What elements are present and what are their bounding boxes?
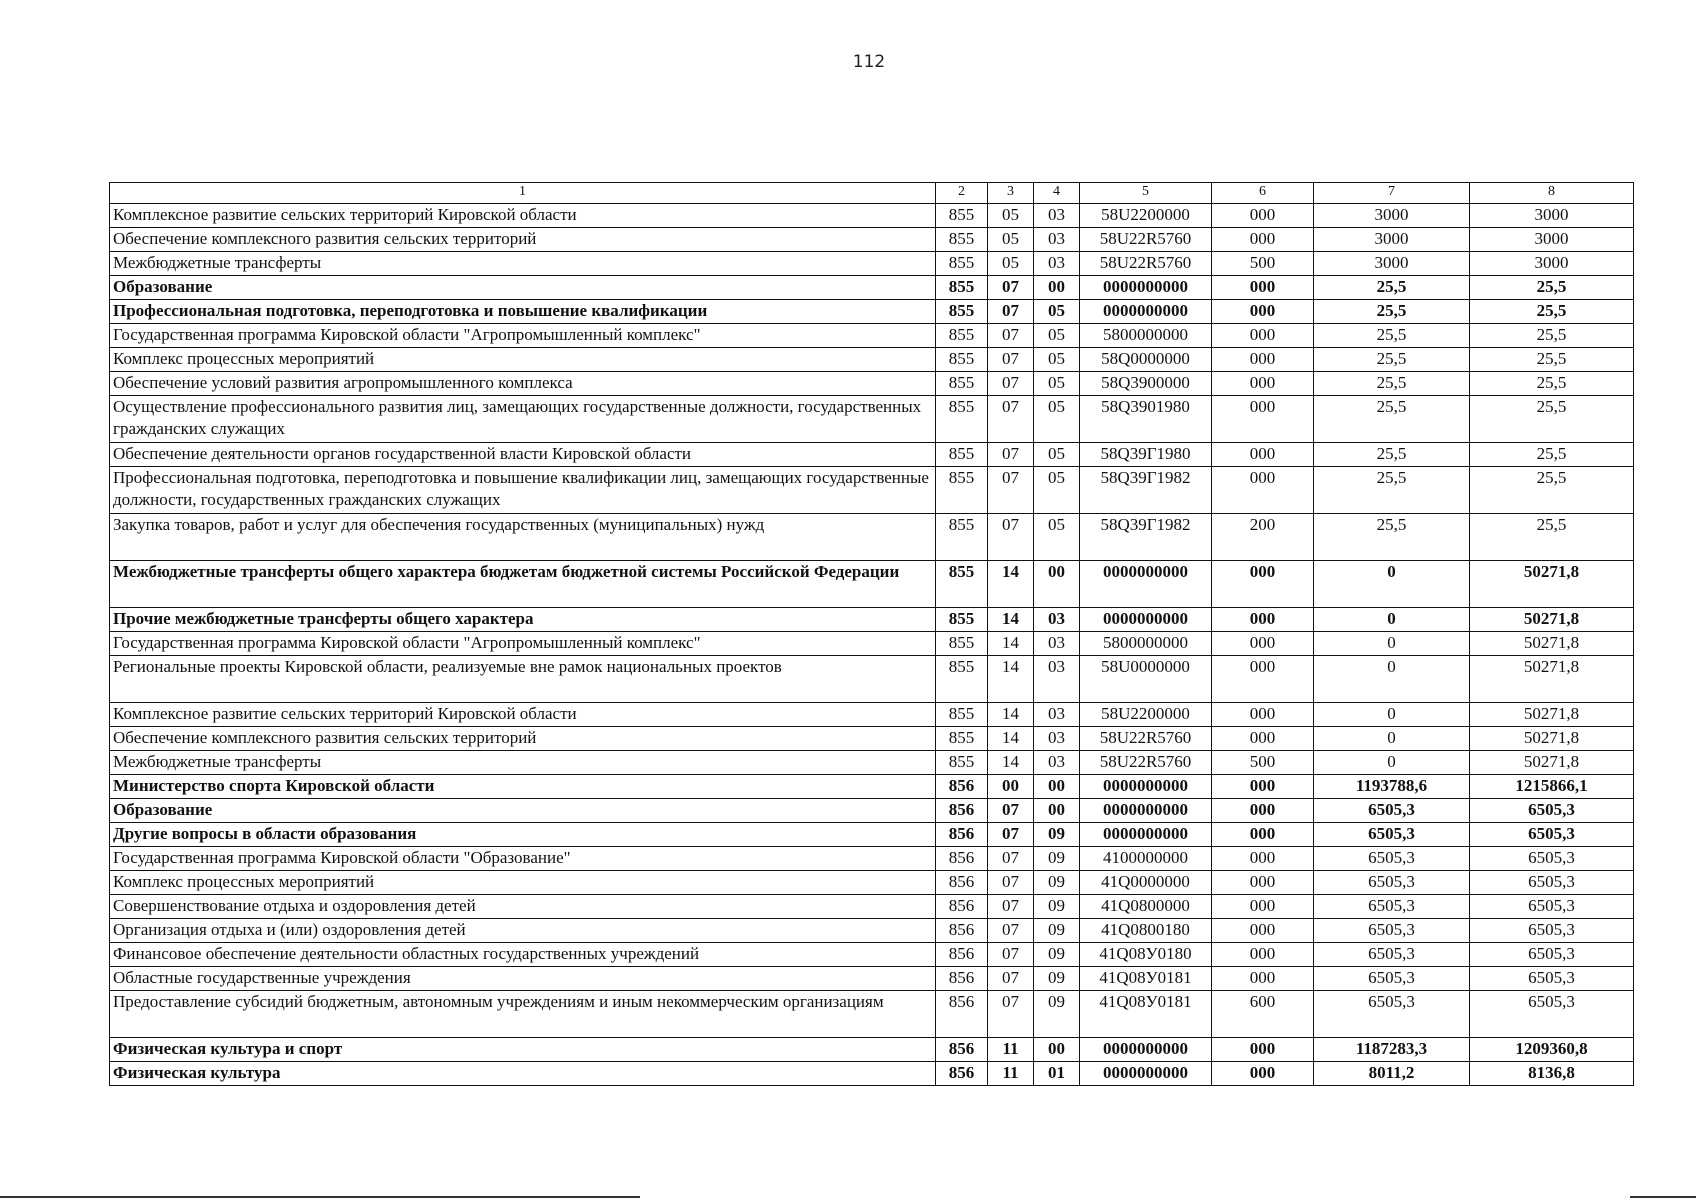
table-row xyxy=(110,228,1634,252)
row-value-cell: 25,5 xyxy=(1470,324,1634,348)
row-value-cell: 855 xyxy=(936,727,988,751)
row-value-cell: 000 xyxy=(1212,703,1314,727)
row-value-cell: 000 xyxy=(1212,967,1314,991)
row-value-cell: 000 xyxy=(1212,443,1314,467)
row-value-cell: 25,5 xyxy=(1314,467,1470,514)
row-value-cell: 856 xyxy=(936,871,988,895)
row-value-cell: 41Q08У0181 xyxy=(1080,991,1212,1038)
row-value-cell: 000 xyxy=(1212,372,1314,396)
table-row xyxy=(110,703,1634,727)
row-name-cell: Предоставление субсидий бюджетным, автономным учреждениям и иным некоммерческим организациям xyxy=(110,991,936,1038)
table-row xyxy=(110,895,1634,919)
row-value-cell: 500 xyxy=(1212,751,1314,775)
row-value-cell: 03 xyxy=(1034,632,1080,656)
row-value-cell: 25,5 xyxy=(1314,514,1470,561)
row-value-cell: 07 xyxy=(988,514,1034,561)
row-name-cell: Закупка товаров, работ и услуг для обеспечения государственных (муниципальных) нужд xyxy=(110,514,936,561)
row-value-cell: 855 xyxy=(936,703,988,727)
table-row xyxy=(110,991,1634,1038)
row-value-cell: 07 xyxy=(988,396,1034,443)
table-row xyxy=(110,751,1634,775)
row-name-cell: Совершенствование отдыха и оздоровления детей xyxy=(110,895,936,919)
row-value-cell: 000 xyxy=(1212,656,1314,703)
row-value-cell: 856 xyxy=(936,967,988,991)
row-value-cell: 05 xyxy=(1034,324,1080,348)
row-value-cell: 0000000000 xyxy=(1080,775,1212,799)
row-value-cell: 50271,8 xyxy=(1470,632,1634,656)
row-value-cell: 25,5 xyxy=(1314,372,1470,396)
row-value-cell: 41Q08У0181 xyxy=(1080,967,1212,991)
table-row xyxy=(110,823,1634,847)
row-value-cell: 58Q39Г1982 xyxy=(1080,514,1212,561)
row-value-cell: 0 xyxy=(1314,727,1470,751)
row-value-cell: 41Q0800000 xyxy=(1080,895,1212,919)
row-value-cell: 6505,3 xyxy=(1470,967,1634,991)
row-name-cell: Комплекс процессных мероприятий xyxy=(110,348,936,372)
row-value-cell: 07 xyxy=(988,991,1034,1038)
row-value-cell: 25,5 xyxy=(1314,396,1470,443)
table-row xyxy=(110,1038,1634,1062)
table-row xyxy=(110,656,1634,703)
row-value-cell: 58U22R5760 xyxy=(1080,228,1212,252)
row-value-cell: 07 xyxy=(988,276,1034,300)
row-value-cell: 58Q3900000 xyxy=(1080,372,1212,396)
row-value-cell: 00 xyxy=(1034,799,1080,823)
row-value-cell: 856 xyxy=(936,799,988,823)
row-value-cell: 25,5 xyxy=(1470,372,1634,396)
column-header: 8 xyxy=(1470,183,1634,204)
row-value-cell: 0000000000 xyxy=(1080,799,1212,823)
table-row xyxy=(110,1062,1634,1086)
row-value-cell: 58U22R5760 xyxy=(1080,727,1212,751)
row-value-cell: 50271,8 xyxy=(1470,656,1634,703)
column-header: 1 xyxy=(110,183,936,204)
row-value-cell: 07 xyxy=(988,967,1034,991)
row-value-cell: 000 xyxy=(1212,204,1314,228)
row-value-cell: 41Q08У0180 xyxy=(1080,943,1212,967)
row-value-cell: 000 xyxy=(1212,632,1314,656)
row-value-cell: 50271,8 xyxy=(1470,608,1634,632)
table-row xyxy=(110,324,1634,348)
row-value-cell: 03 xyxy=(1034,252,1080,276)
row-value-cell: 0000000000 xyxy=(1080,823,1212,847)
row-value-cell: 500 xyxy=(1212,252,1314,276)
row-value-cell: 856 xyxy=(936,943,988,967)
row-value-cell: 58Q0000000 xyxy=(1080,348,1212,372)
row-value-cell: 0000000000 xyxy=(1080,561,1212,608)
row-value-cell: 58Q39Г1980 xyxy=(1080,443,1212,467)
row-name-cell: Государственная программа Кировской области "Образование" xyxy=(110,847,936,871)
row-value-cell: 05 xyxy=(1034,396,1080,443)
row-value-cell: 6505,3 xyxy=(1470,799,1634,823)
row-value-cell: 856 xyxy=(936,991,988,1038)
table-row xyxy=(110,514,1634,561)
column-header: 5 xyxy=(1080,183,1212,204)
column-header: 2 xyxy=(936,183,988,204)
row-value-cell: 0000000000 xyxy=(1080,276,1212,300)
row-value-cell: 855 xyxy=(936,608,988,632)
row-value-cell: 14 xyxy=(988,632,1034,656)
row-value-cell: 58U2200000 xyxy=(1080,703,1212,727)
row-value-cell: 0000000000 xyxy=(1080,1038,1212,1062)
row-value-cell: 6505,3 xyxy=(1314,919,1470,943)
row-value-cell: 09 xyxy=(1034,967,1080,991)
row-value-cell: 58U22R5760 xyxy=(1080,751,1212,775)
row-name-cell: Физическая культура и спорт xyxy=(110,1038,936,1062)
bottom-rule-left xyxy=(0,1196,640,1198)
row-value-cell: 07 xyxy=(988,324,1034,348)
row-value-cell: 000 xyxy=(1212,561,1314,608)
row-name-cell: Обеспечение условий развития агропромышленного комплекса xyxy=(110,372,936,396)
table-row xyxy=(110,300,1634,324)
row-value-cell: 8011,2 xyxy=(1314,1062,1470,1086)
row-value-cell: 25,5 xyxy=(1470,276,1634,300)
row-value-cell: 855 xyxy=(936,204,988,228)
row-value-cell: 07 xyxy=(988,348,1034,372)
row-value-cell: 41Q0000000 xyxy=(1080,871,1212,895)
row-value-cell: 000 xyxy=(1212,1038,1314,1062)
row-value-cell: 25,5 xyxy=(1470,467,1634,514)
row-value-cell: 03 xyxy=(1034,703,1080,727)
column-header: 3 xyxy=(988,183,1034,204)
row-value-cell: 856 xyxy=(936,775,988,799)
row-value-cell: 50271,8 xyxy=(1470,751,1634,775)
row-name-cell: Государственная программа Кировской области "Агропромышленный комплекс" xyxy=(110,324,936,348)
table-row xyxy=(110,967,1634,991)
row-value-cell: 5800000000 xyxy=(1080,632,1212,656)
row-value-cell: 05 xyxy=(988,228,1034,252)
row-value-cell: 000 xyxy=(1212,847,1314,871)
row-value-cell: 03 xyxy=(1034,656,1080,703)
row-value-cell: 25,5 xyxy=(1470,396,1634,443)
row-value-cell: 07 xyxy=(988,799,1034,823)
row-name-cell: Комплексное развитие сельских территорий Кировской области xyxy=(110,703,936,727)
table-row xyxy=(110,396,1634,443)
row-value-cell: 11 xyxy=(988,1038,1034,1062)
row-value-cell: 6505,3 xyxy=(1314,895,1470,919)
row-value-cell: 0000000000 xyxy=(1080,300,1212,324)
row-value-cell: 14 xyxy=(988,703,1034,727)
row-name-cell: Осуществление профессионального развития лиц, замещающих государственные должности, государственных гражданских служащих xyxy=(110,396,936,443)
row-value-cell: 25,5 xyxy=(1314,348,1470,372)
row-value-cell: 000 xyxy=(1212,943,1314,967)
row-name-cell: Профессиональная подготовка, переподготовка и повышение квалификации xyxy=(110,300,936,324)
row-value-cell: 000 xyxy=(1212,276,1314,300)
row-value-cell: 0000000000 xyxy=(1080,1062,1212,1086)
row-value-cell: 03 xyxy=(1034,608,1080,632)
page-number: 112 xyxy=(852,52,886,72)
row-name-cell: Финансовое обеспечение деятельности областных государственных учреждений xyxy=(110,943,936,967)
row-value-cell: 000 xyxy=(1212,608,1314,632)
row-value-cell: 05 xyxy=(1034,467,1080,514)
row-value-cell: 855 xyxy=(936,514,988,561)
row-value-cell: 855 xyxy=(936,252,988,276)
row-value-cell: 00 xyxy=(1034,775,1080,799)
row-value-cell: 6505,3 xyxy=(1314,967,1470,991)
table-row xyxy=(110,561,1634,608)
table-row xyxy=(110,348,1634,372)
row-value-cell: 855 xyxy=(936,632,988,656)
row-value-cell: 3000 xyxy=(1314,228,1470,252)
row-value-cell: 855 xyxy=(936,467,988,514)
row-value-cell: 07 xyxy=(988,919,1034,943)
row-value-cell: 05 xyxy=(1034,443,1080,467)
row-value-cell: 1209360,8 xyxy=(1470,1038,1634,1062)
row-value-cell: 0 xyxy=(1314,751,1470,775)
row-value-cell: 6505,3 xyxy=(1314,823,1470,847)
column-header: 6 xyxy=(1212,183,1314,204)
row-value-cell: 05 xyxy=(1034,372,1080,396)
row-value-cell: 25,5 xyxy=(1314,300,1470,324)
row-value-cell: 855 xyxy=(936,300,988,324)
row-name-cell: Обеспечение комплексного развития сельских территорий xyxy=(110,228,936,252)
row-value-cell: 14 xyxy=(988,656,1034,703)
table-row xyxy=(110,919,1634,943)
row-value-cell: 3000 xyxy=(1470,228,1634,252)
table-row xyxy=(110,372,1634,396)
row-value-cell: 000 xyxy=(1212,919,1314,943)
row-name-cell: Межбюджетные трансферты xyxy=(110,751,936,775)
column-header: 7 xyxy=(1314,183,1470,204)
row-value-cell: 856 xyxy=(936,895,988,919)
row-value-cell: 00 xyxy=(1034,1038,1080,1062)
row-value-cell: 000 xyxy=(1212,324,1314,348)
row-value-cell: 07 xyxy=(988,871,1034,895)
row-value-cell: 25,5 xyxy=(1470,514,1634,561)
row-value-cell: 856 xyxy=(936,919,988,943)
row-value-cell: 0000000000 xyxy=(1080,608,1212,632)
row-value-cell: 07 xyxy=(988,300,1034,324)
row-value-cell: 6505,3 xyxy=(1470,919,1634,943)
row-value-cell: 855 xyxy=(936,348,988,372)
row-value-cell: 856 xyxy=(936,823,988,847)
row-value-cell: 03 xyxy=(1034,727,1080,751)
column-header: 4 xyxy=(1034,183,1080,204)
row-value-cell: 855 xyxy=(936,372,988,396)
row-value-cell: 1215866,1 xyxy=(1470,775,1634,799)
row-value-cell: 58U2200000 xyxy=(1080,204,1212,228)
row-value-cell: 05 xyxy=(988,252,1034,276)
row-value-cell: 856 xyxy=(936,847,988,871)
table-row xyxy=(110,775,1634,799)
row-value-cell: 856 xyxy=(936,1038,988,1062)
table-row xyxy=(110,632,1634,656)
row-value-cell: 3000 xyxy=(1314,252,1470,276)
row-value-cell: 05 xyxy=(988,204,1034,228)
row-value-cell: 00 xyxy=(988,775,1034,799)
row-value-cell: 58U22R5760 xyxy=(1080,252,1212,276)
row-name-cell: Организация отдыха и (или) оздоровления детей xyxy=(110,919,936,943)
table-row xyxy=(110,943,1634,967)
row-value-cell: 855 xyxy=(936,276,988,300)
row-value-cell: 03 xyxy=(1034,751,1080,775)
row-name-cell: Обеспечение комплексного развития сельских территорий xyxy=(110,727,936,751)
row-value-cell: 41Q0800180 xyxy=(1080,919,1212,943)
row-name-cell: Образование xyxy=(110,799,936,823)
row-value-cell: 14 xyxy=(988,751,1034,775)
row-value-cell: 1187283,3 xyxy=(1314,1038,1470,1062)
row-name-cell: Комплексное развитие сельских территорий Кировской области xyxy=(110,204,936,228)
row-value-cell: 07 xyxy=(988,443,1034,467)
row-value-cell: 1193788,6 xyxy=(1314,775,1470,799)
bottom-rule-right xyxy=(1630,1196,1696,1198)
row-value-cell: 6505,3 xyxy=(1470,991,1634,1038)
row-value-cell: 6505,3 xyxy=(1314,943,1470,967)
row-value-cell: 09 xyxy=(1034,871,1080,895)
row-value-cell: 25,5 xyxy=(1314,276,1470,300)
row-value-cell: 8136,8 xyxy=(1470,1062,1634,1086)
row-value-cell: 25,5 xyxy=(1314,324,1470,348)
row-value-cell: 6505,3 xyxy=(1470,871,1634,895)
row-value-cell: 01 xyxy=(1034,1062,1080,1086)
row-value-cell: 50271,8 xyxy=(1470,727,1634,751)
row-name-cell: Другие вопросы в области образования xyxy=(110,823,936,847)
row-value-cell: 58U0000000 xyxy=(1080,656,1212,703)
row-value-cell: 09 xyxy=(1034,919,1080,943)
row-value-cell: 855 xyxy=(936,228,988,252)
row-value-cell: 855 xyxy=(936,751,988,775)
row-value-cell: 600 xyxy=(1212,991,1314,1038)
row-value-cell: 25,5 xyxy=(1470,348,1634,372)
row-value-cell: 6505,3 xyxy=(1470,943,1634,967)
row-value-cell: 6505,3 xyxy=(1470,847,1634,871)
row-value-cell: 000 xyxy=(1212,871,1314,895)
row-value-cell: 6505,3 xyxy=(1314,799,1470,823)
row-value-cell: 07 xyxy=(988,895,1034,919)
row-value-cell: 000 xyxy=(1212,396,1314,443)
row-value-cell: 25,5 xyxy=(1470,443,1634,467)
row-value-cell: 58Q39Г1982 xyxy=(1080,467,1212,514)
row-value-cell: 855 xyxy=(936,443,988,467)
row-value-cell: 07 xyxy=(988,943,1034,967)
row-value-cell: 3000 xyxy=(1470,252,1634,276)
row-name-cell: Областные государственные учреждения xyxy=(110,967,936,991)
row-name-cell: Прочие межбюджетные трансферты общего характера xyxy=(110,608,936,632)
row-value-cell: 6505,3 xyxy=(1314,847,1470,871)
row-value-cell: 09 xyxy=(1034,823,1080,847)
row-value-cell: 5800000000 xyxy=(1080,324,1212,348)
row-value-cell: 855 xyxy=(936,656,988,703)
row-value-cell: 03 xyxy=(1034,204,1080,228)
row-value-cell: 0 xyxy=(1314,656,1470,703)
table-row xyxy=(110,608,1634,632)
table-row xyxy=(110,799,1634,823)
row-value-cell: 09 xyxy=(1034,991,1080,1038)
row-value-cell: 07 xyxy=(988,823,1034,847)
row-value-cell: 03 xyxy=(1034,228,1080,252)
row-value-cell: 58Q3901980 xyxy=(1080,396,1212,443)
row-value-cell: 05 xyxy=(1034,514,1080,561)
row-value-cell: 0 xyxy=(1314,608,1470,632)
row-value-cell: 855 xyxy=(936,396,988,443)
row-value-cell: 000 xyxy=(1212,1062,1314,1086)
row-value-cell: 000 xyxy=(1212,775,1314,799)
row-value-cell: 3000 xyxy=(1470,204,1634,228)
table-row xyxy=(110,467,1634,514)
row-value-cell: 0 xyxy=(1314,561,1470,608)
row-value-cell: 09 xyxy=(1034,847,1080,871)
row-value-cell: 000 xyxy=(1212,348,1314,372)
row-value-cell: 09 xyxy=(1034,943,1080,967)
row-value-cell: 14 xyxy=(988,561,1034,608)
row-value-cell: 6505,3 xyxy=(1314,871,1470,895)
row-value-cell: 00 xyxy=(1034,276,1080,300)
row-name-cell: Профессиональная подготовка, переподготовка и повышение квалификации лиц, замещающих государственные должности, государственных гражданских служащих xyxy=(110,467,936,514)
row-value-cell: 855 xyxy=(936,324,988,348)
row-value-cell: 000 xyxy=(1212,467,1314,514)
row-value-cell: 14 xyxy=(988,608,1034,632)
row-value-cell: 000 xyxy=(1212,228,1314,252)
row-value-cell: 09 xyxy=(1034,895,1080,919)
row-value-cell: 05 xyxy=(1034,300,1080,324)
row-value-cell: 856 xyxy=(936,1062,988,1086)
row-value-cell: 200 xyxy=(1212,514,1314,561)
row-value-cell: 50271,8 xyxy=(1470,561,1634,608)
row-value-cell: 4100000000 xyxy=(1080,847,1212,871)
table-header-row xyxy=(110,183,1634,204)
row-name-cell: Межбюджетные трансферты общего характера бюджетам бюджетной системы Российской Федерации xyxy=(110,561,936,608)
row-value-cell: 6505,3 xyxy=(1470,823,1634,847)
budget-table xyxy=(109,182,1634,1086)
table-row xyxy=(110,443,1634,467)
table-row xyxy=(110,276,1634,300)
row-value-cell: 000 xyxy=(1212,727,1314,751)
table-row xyxy=(110,204,1634,228)
row-value-cell: 25,5 xyxy=(1314,443,1470,467)
row-value-cell: 855 xyxy=(936,561,988,608)
row-value-cell: 000 xyxy=(1212,895,1314,919)
table-row xyxy=(110,727,1634,751)
row-name-cell: Образование xyxy=(110,276,936,300)
row-value-cell: 11 xyxy=(988,1062,1034,1086)
row-value-cell: 25,5 xyxy=(1470,300,1634,324)
row-value-cell: 14 xyxy=(988,727,1034,751)
row-name-cell: Обеспечение деятельности органов государственной власти Кировской области xyxy=(110,443,936,467)
row-value-cell: 07 xyxy=(988,467,1034,514)
row-value-cell: 00 xyxy=(1034,561,1080,608)
row-value-cell: 05 xyxy=(1034,348,1080,372)
row-value-cell: 0 xyxy=(1314,703,1470,727)
table-row xyxy=(110,871,1634,895)
row-value-cell: 0 xyxy=(1314,632,1470,656)
row-name-cell: Физическая культура xyxy=(110,1062,936,1086)
row-value-cell: 07 xyxy=(988,847,1034,871)
row-value-cell: 6505,3 xyxy=(1314,991,1470,1038)
row-name-cell: Межбюджетные трансферты xyxy=(110,252,936,276)
row-name-cell: Региональные проекты Кировской области, реализуемые вне рамок национальных проектов xyxy=(110,656,936,703)
row-name-cell: Министерство спорта Кировской области xyxy=(110,775,936,799)
row-name-cell: Комплекс процессных мероприятий xyxy=(110,871,936,895)
row-value-cell: 000 xyxy=(1212,799,1314,823)
table-row xyxy=(110,847,1634,871)
row-value-cell: 3000 xyxy=(1314,204,1470,228)
row-value-cell: 000 xyxy=(1212,300,1314,324)
row-name-cell: Государственная программа Кировской области "Агропромышленный комплекс" xyxy=(110,632,936,656)
row-value-cell: 07 xyxy=(988,372,1034,396)
table-body xyxy=(110,204,1634,1086)
row-value-cell: 000 xyxy=(1212,823,1314,847)
row-value-cell: 50271,8 xyxy=(1470,703,1634,727)
table-row xyxy=(110,252,1634,276)
row-value-cell: 6505,3 xyxy=(1470,895,1634,919)
